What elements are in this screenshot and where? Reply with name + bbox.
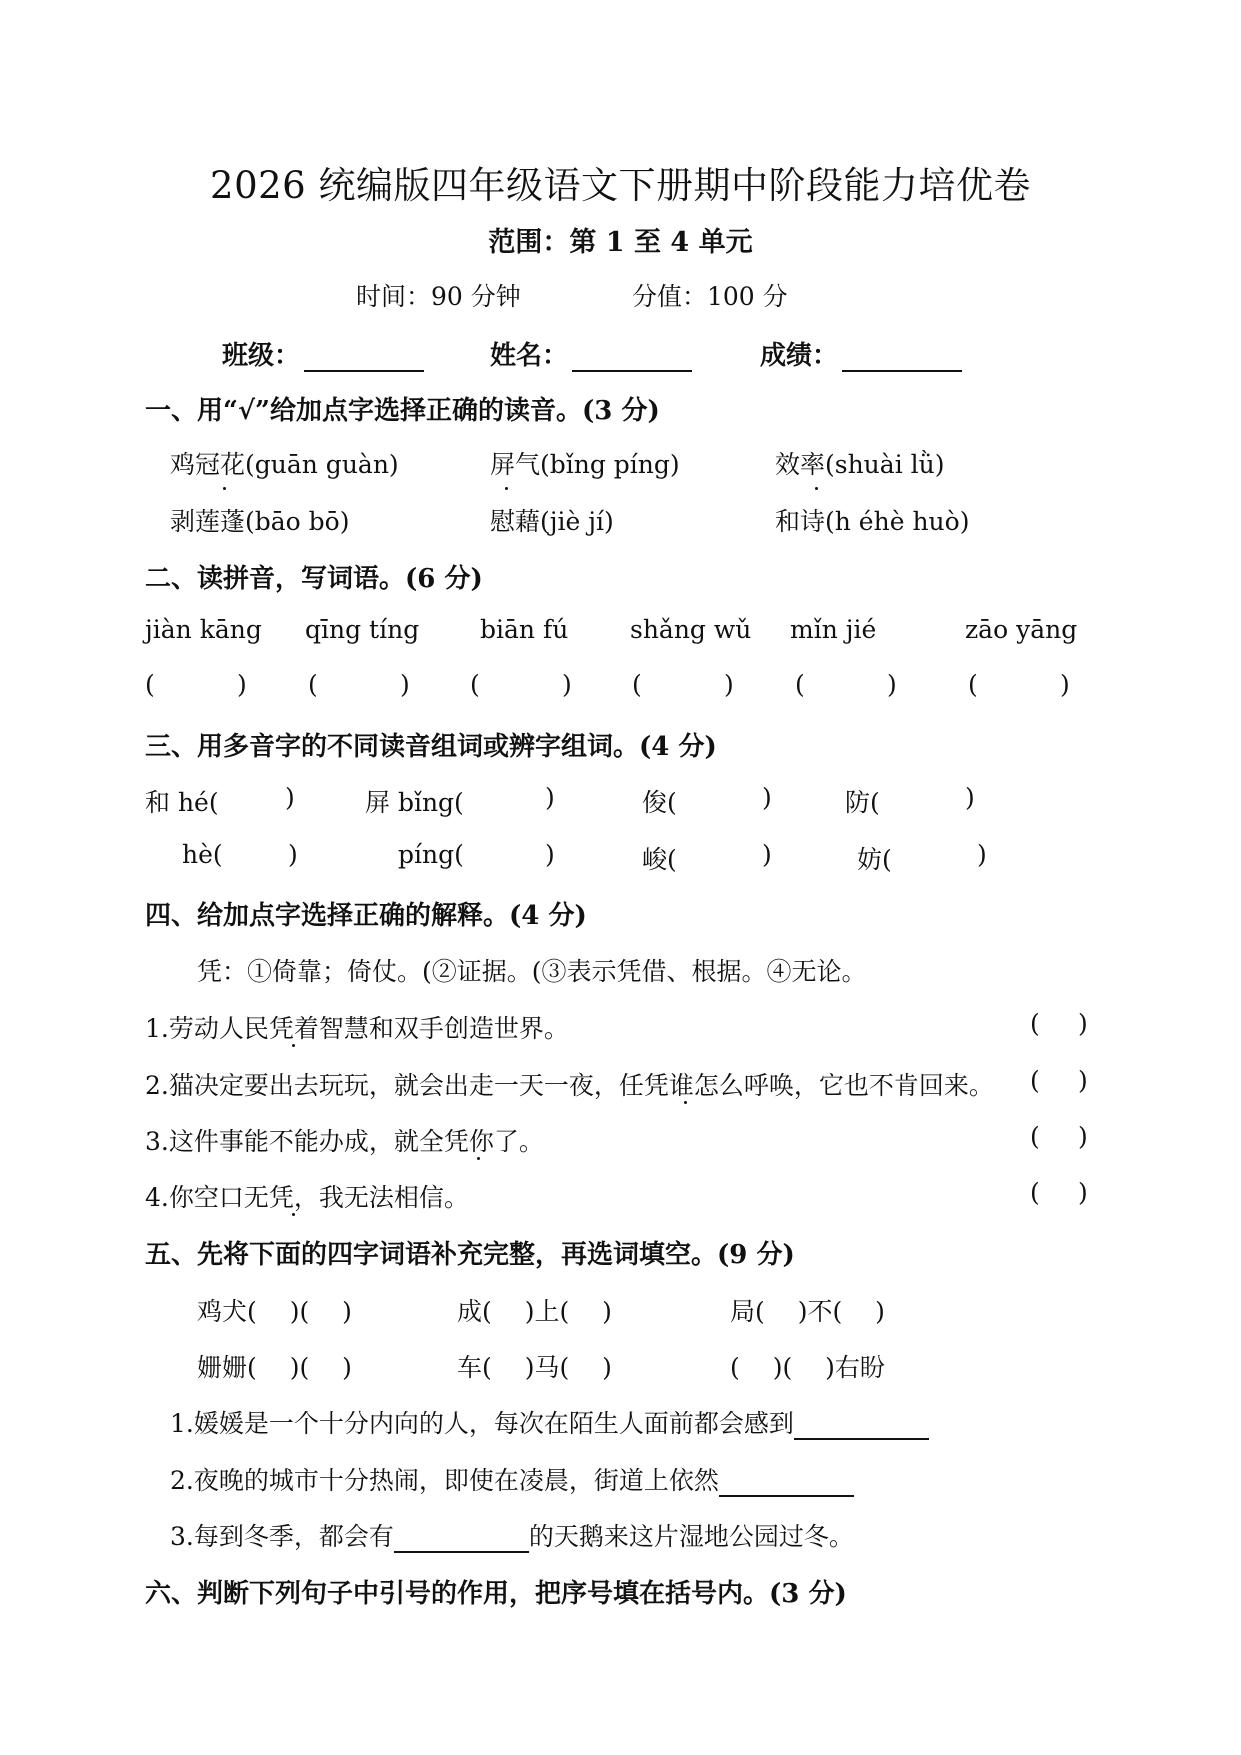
- s5-idiom: 姗姗( )( ): [197, 1353, 352, 1382]
- s4-item: 1.劳动人民凭着智慧和双手创造世界。: [145, 1014, 569, 1043]
- s5-q2-text: 2.夜晚的城市十分热闹，即使在凌晨，街道上依然: [170, 1466, 719, 1495]
- s2-pinyin: zāo yāng: [965, 615, 1078, 644]
- s5-question: [170, 1404, 929, 1440]
- grade-field: [760, 335, 962, 372]
- grade-label: 成绩：: [760, 341, 839, 371]
- grade-blank[interactable]: [842, 344, 962, 372]
- s2-paren-close: ): [724, 670, 734, 699]
- emphasis-dot: [292, 1213, 295, 1216]
- s5-question: [170, 1461, 854, 1497]
- section-6-heading: 六、判断下列句子中引号的作用，把序号填在括号内。(3 分): [145, 1579, 847, 1609]
- exam-score-total: 分值：100 分: [632, 282, 788, 311]
- s5-idiom: 局( )不( ): [730, 1297, 885, 1326]
- emphasis-dot: [292, 1044, 295, 1047]
- s2-paren-open: (: [145, 670, 155, 699]
- s3-prompt: 妨(: [857, 845, 892, 874]
- s3-prompt: 屏 bǐng(: [365, 788, 464, 817]
- s5-q3-text-b: 的天鹅来这片湿地公园过冬。: [528, 1522, 854, 1551]
- class-blank[interactable]: [304, 344, 424, 372]
- s5-q3-text-a: 3.每到冬季，都会有: [170, 1522, 394, 1551]
- s3-close: ): [545, 840, 555, 869]
- section-5-heading: 五、先将下面的四字词语补充完整，再选词填空。(9 分): [145, 1240, 795, 1270]
- s3-prompt: 俊(: [642, 788, 677, 817]
- s4-item: 3.这件事能不能办成，就全凭你了。: [145, 1127, 544, 1156]
- s5-question: [170, 1517, 854, 1553]
- section-3-heading: 三、用多音字的不同读音组词或辨字组词。(4 分): [145, 732, 717, 762]
- name-blank[interactable]: [572, 344, 692, 372]
- s3-close: ): [285, 783, 295, 812]
- s1-item: 鸡冠花(guān guàn): [170, 450, 399, 479]
- s2-paren-close: ): [562, 670, 572, 699]
- s3-prompt: 和 hé(: [145, 788, 219, 817]
- s2-paren-open: (: [795, 670, 805, 699]
- s3-close: ): [762, 783, 772, 812]
- s3-close: ): [762, 840, 772, 869]
- s3-close: ): [288, 840, 298, 869]
- s5-idiom: 车( )马( ): [457, 1353, 612, 1382]
- s2-paren-close: ): [887, 670, 897, 699]
- answer-paren-open: (: [1030, 1066, 1040, 1095]
- s5-q1-text: 1.媛媛是一个十分内向的人，每次在陌生人面前都会感到: [170, 1409, 794, 1438]
- section-2-heading: 二、读拼音，写词语。(6 分): [145, 564, 483, 594]
- s2-pinyin: mǐn jié: [790, 615, 877, 644]
- s2-paren-open: (: [308, 670, 318, 699]
- s3-close: ): [545, 783, 555, 812]
- section-1-heading: 一、用“√”给加点字选择正确的读音。(3 分): [145, 396, 660, 426]
- s3-prompt: 峻(: [642, 845, 677, 874]
- s4-item: 2.猫决定要出去玩玩，就会出走一天一夜，任凭谁怎么呼唤，它也不肯回来。: [145, 1071, 994, 1100]
- s2-pinyin: shǎng wǔ: [630, 615, 752, 644]
- emphasis-dot: [815, 487, 818, 490]
- emphasis-dot: [505, 487, 508, 490]
- s2-paren-close: ): [400, 670, 410, 699]
- s2-pinyin: jiàn kāng: [145, 615, 262, 644]
- s2-pinyin: qīng tíng: [305, 615, 420, 644]
- answer-paren-close: ): [1078, 1066, 1088, 1095]
- section-4-heading: 四、给加点字选择正确的解释。(4 分): [145, 901, 587, 931]
- s4-definitions: 凭：①倚靠；倚仗。(②证据。(③表示凭借、根据。④无论。: [197, 957, 867, 986]
- s2-pinyin: biān fú: [480, 615, 569, 644]
- s2-paren-open: (: [470, 670, 480, 699]
- s3-prompt: hè(: [182, 840, 223, 869]
- answer-line[interactable]: [719, 1471, 854, 1497]
- answer-paren-open: (: [1030, 1122, 1040, 1151]
- s1-item: 剥莲蓬(bāo bō): [170, 507, 350, 536]
- s3-prompt: 防(: [845, 788, 880, 817]
- s2-paren-close: ): [237, 670, 247, 699]
- s2-paren-close: ): [1060, 670, 1070, 699]
- page-title: 2026 统编版四年级语文下册期中阶段能力培优卷: [210, 164, 1031, 207]
- exam-scope: 范围：第 1 至 4 单元: [488, 227, 753, 258]
- s1-item: 效率(shuài lǜ): [775, 450, 945, 479]
- s5-idiom: 成( )上( ): [457, 1297, 612, 1326]
- s1-item: 屏气(bǐng píng): [490, 450, 680, 479]
- answer-paren-close: ): [1078, 1178, 1088, 1207]
- class-field: [222, 335, 424, 372]
- emphasis-dot: [223, 487, 226, 490]
- s1-item: 慰藉(jiè jí): [490, 507, 614, 536]
- s4-item: 4.你空口无凭，我无法相信。: [145, 1183, 469, 1212]
- s5-idiom: 鸡犬( )( ): [197, 1297, 352, 1326]
- answer-line[interactable]: [394, 1527, 529, 1553]
- name-field: [490, 335, 692, 372]
- s2-paren-open: (: [632, 670, 642, 699]
- s3-close: ): [965, 783, 975, 812]
- s2-paren-open: (: [968, 670, 978, 699]
- emphasis-dot: [477, 1157, 480, 1160]
- class-label: 班级：: [222, 341, 301, 371]
- answer-paren-close: ): [1078, 1122, 1088, 1151]
- s3-prompt: píng(: [398, 840, 464, 869]
- exam-time: 时间：90 分钟: [356, 282, 521, 311]
- answer-line[interactable]: [794, 1414, 929, 1440]
- answer-paren-open: (: [1030, 1178, 1040, 1207]
- emphasis-dot: [684, 1101, 687, 1104]
- answer-paren-open: (: [1030, 1009, 1040, 1038]
- s1-item: 和诗(h éhè huò): [775, 507, 970, 536]
- s5-idiom: ( )( )右盼: [730, 1353, 885, 1382]
- name-label: 姓名：: [490, 341, 569, 371]
- s3-close: ): [977, 840, 987, 869]
- answer-paren-close: ): [1078, 1009, 1088, 1038]
